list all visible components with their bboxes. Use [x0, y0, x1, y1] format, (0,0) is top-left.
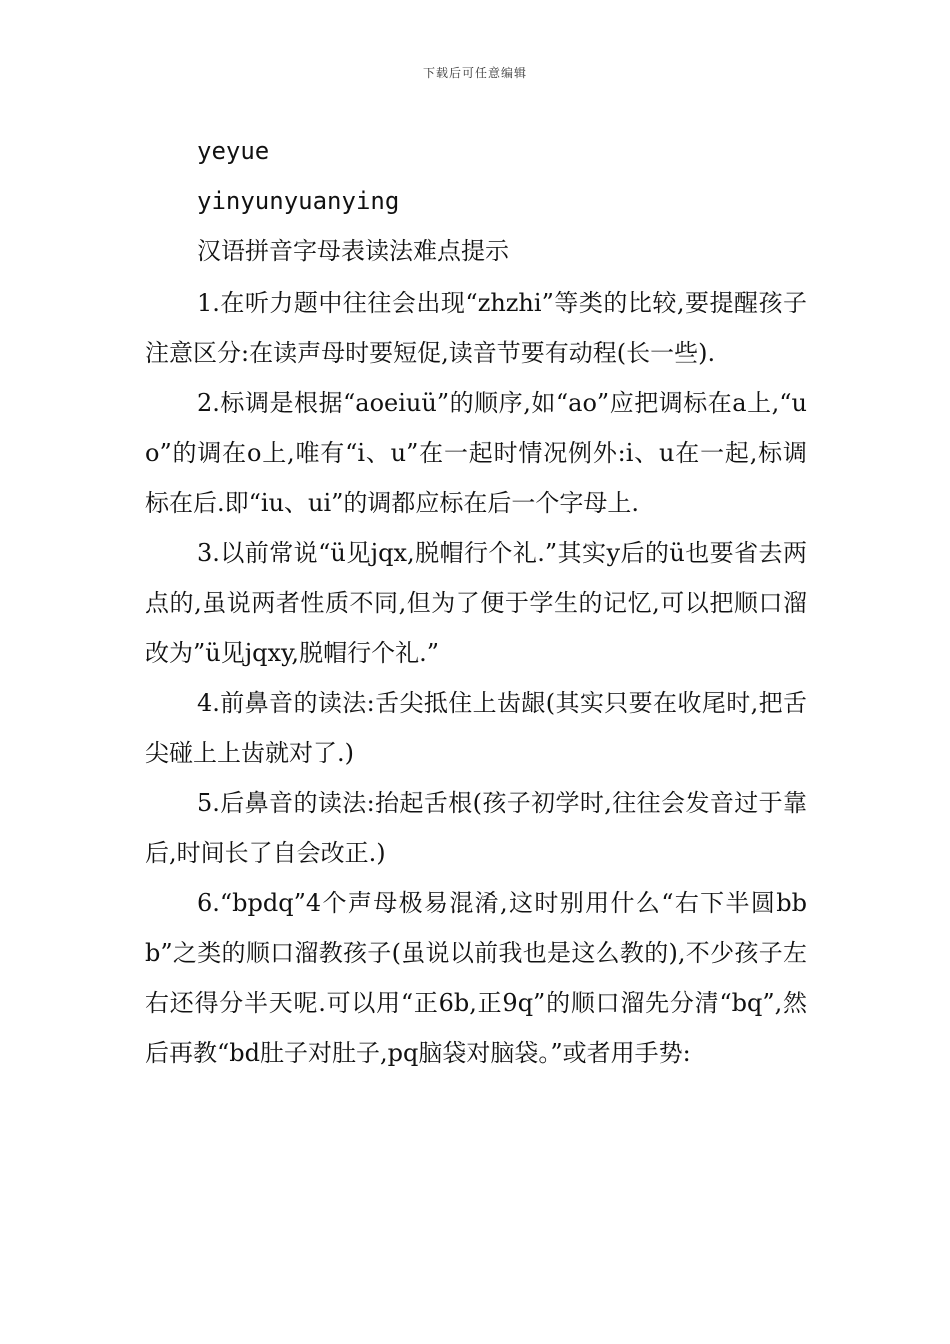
- tip-paragraph-4: 4.前鼻音的读法:舌尖抵住上齿龈(其实只要在收尾时,把舌尖碰上上齿就对了.): [145, 689, 807, 767]
- document-body: [145, 128, 807, 1078]
- pinyin-line-yeyue: yeyue: [197, 137, 270, 165]
- page-header: 下载后可任意编辑: [422, 66, 527, 80]
- tip-paragraph-2: 2.标调是根据“aoeiuü”的顺序,如“ao”应把调标在a上,“uo”的调在o上,唯有“i、u”在一起时情况例外:i、u在一起,标调标在后.即“iu、ui”的调都应标在后一个字母上.: [145, 389, 807, 517]
- tip-paragraph-5: 5.后鼻音的读法:抬起舌根(孩子初学时,往往会发音过于靠后,时间长了自会改正.): [145, 789, 807, 867]
- tip-paragraph-1: 1.在听力题中往往会出现“zhzhi”等类的比较,要提醒孩子注意区分:在读声母时要短促,读音节要有动程(长一些).: [145, 289, 807, 367]
- tip-paragraph-3: 3.以前常说“ü见jqx,脱帽行个礼.”其实y后的ü也要省去两点的,虽说两者性质不同,但为了便于学生的记忆,可以把顺口溜改为”ü见jqxy,脱帽行个礼.”: [145, 539, 807, 667]
- section-heading: 汉语拼音字母表读法难点提示: [197, 237, 509, 265]
- tip-paragraph-6: 6.“bpdq”4个声母极易混淆,这时别用什么“右下半圆bbb”之类的顺口溜教孩子(虽说以前我也是这么教的),不少孩子左右还得分半天呢.可以用“正6b,正9q”的顺口溜先分清“bq”,然后再教“bd肚子对肚子,pq脑袋对脑袋。”或者用手势:: [145, 889, 807, 1067]
- pinyin-line-yinyunyuanying: yinyunyuanying: [197, 187, 400, 215]
